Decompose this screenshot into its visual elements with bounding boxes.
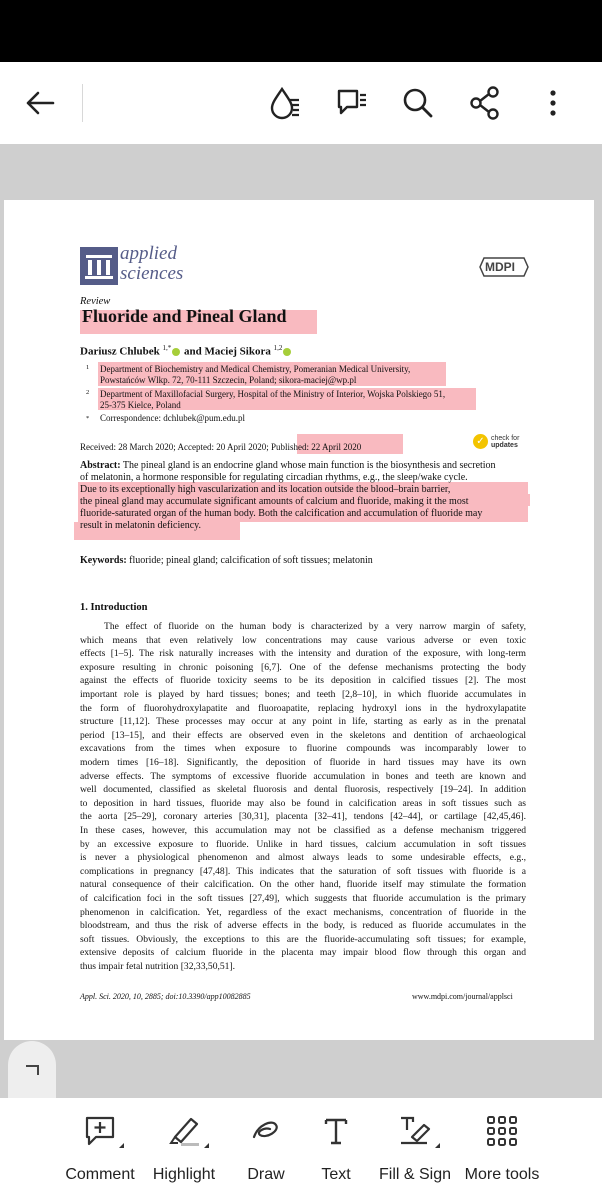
orcid-icon[interactable] [283, 348, 291, 356]
more-options-button[interactable] [531, 81, 575, 125]
paper-title: Fluoride and Pineal Gland [82, 306, 287, 326]
more-vertical-icon [549, 89, 557, 117]
affiliation-number: 2 [86, 389, 90, 396]
tool-label: Fill & Sign [378, 1166, 452, 1183]
journal-name-line2: sciences [120, 263, 184, 284]
author-1: Dariusz Chlubek [80, 345, 160, 358]
article-type: Review [80, 296, 111, 307]
comment-list-icon [335, 86, 369, 120]
affiliation-text: 25-375 Kielce, Poland [100, 400, 181, 410]
add-comment-icon [84, 1115, 116, 1147]
abstract-line: fluoride-saturated organ of the human body. Both the calcification and accumulation of fluoride may [80, 508, 483, 519]
body-text-line: thus impair fetal nutrition [32,33,50,51]. [80, 961, 236, 972]
body-text-line: modern times [16–18]. Significantly, the deposition of fluoride in hard tissues may have its own [80, 757, 526, 768]
tool-label: Text [321, 1166, 351, 1183]
check-updates-line2: updates [491, 441, 518, 449]
body-text-line: exposure resulting in chronic poisoning [6,7]. One of the defense mechanisms protecting the body [80, 661, 526, 673]
body-text-line: the aorta [25–29], coronary arteries [30,31], placenta [32–41], tendons [42–44], or cartilage [42,45,46]. [80, 811, 526, 823]
bottom-toolbar [0, 1098, 602, 1200]
body-text-line: adverse effects. The symptoms of excessive fluoride accumulation in bones and teeth are known and [80, 770, 526, 782]
status-bar [0, 0, 602, 62]
comments-list-button[interactable] [330, 81, 374, 125]
body-text-line: In these cases, however, this accumulation may not be classified as a defense mechanism triggered [80, 825, 526, 836]
tool-more-tools[interactable] [452, 1110, 552, 1190]
abstract-label: Abstract: [80, 460, 121, 471]
body-text-line: is never a physiological phenomenon and almost always leads to some undesirable effects, e.g., [80, 852, 526, 864]
dates-received: Received: 28 March 2020; Accepted: 20 April 2020; Pub [80, 442, 285, 452]
body-text-line: well documented, classified as skeletal fluorosis and dental fluorosis, respectively [19–24]. In addition [80, 784, 526, 796]
mdpi-logo [478, 255, 530, 279]
liquid-mode-button[interactable] [263, 81, 307, 125]
journal-name-line1: applied [120, 243, 177, 264]
arrow-left-icon [25, 91, 55, 115]
tool-label: More tools [464, 1166, 540, 1183]
body-text-line: phenomenon in calcification. Yet, regardless of the exact mechanisms, concentration of fluoride in the [80, 906, 526, 918]
document-viewer[interactable] [0, 144, 602, 1098]
orcid-icon[interactable] [172, 348, 180, 356]
body-text-line: extensive deposits of calcium fluoride in the placenta may impair blood flow through this organ and [80, 947, 526, 959]
body-text-line: against the effects of fluoride toxicity seems to be its deposition in calcified tissues [2]. The most [80, 675, 526, 687]
footer-url: www.mdpi.com/journal/applsci [412, 992, 513, 1001]
abstract-line: Due to its exceptionally high vascularization and its location outside the blood–brain barrier, [80, 484, 451, 495]
check-for-updates-badge[interactable] [473, 434, 519, 449]
body-text-line: complications in pregnancy [47,48]. This indicates that the saturation of soft tissues with fluoride is a [80, 865, 526, 877]
body-text-line: the form of fluorohydroxylapatite and fluoroapatite, replacing hydroxyl ions in the hydroxylapatite [80, 702, 526, 714]
authors [80, 344, 292, 358]
pdf-page[interactable] [4, 200, 594, 1040]
body-text-line: effects [1–5]. The risk naturally increases with the intensity and duration of the exposure, with long-term [80, 648, 526, 660]
check-updates-line1: check for [491, 434, 520, 442]
author-2-affiliation: 1,2 [273, 344, 283, 352]
body-text-line: to deposition in hard tissues, fluoride may also be found in calcification areas in soft tissues such as [80, 797, 526, 809]
grid-icon [486, 1115, 518, 1147]
search-icon [402, 87, 434, 119]
fill-sign-icon [398, 1115, 432, 1147]
body-text-line: natural consequence of their calcification. On the other hand, fluoride itself may stimulate the formation [80, 879, 526, 891]
footer-citation: Appl. Sci. 2020, 10, 2885; doi:10.3390/app10082885 [80, 992, 251, 1001]
text-icon [323, 1116, 349, 1146]
body-text-line: which means that even relatively low concentrations may cause various adverse or even toxic [80, 634, 526, 646]
body-text-line: bloodstream, and thus the risk of adverse effects in the body, is reduced as fluoride accumulates in the [80, 920, 526, 932]
affiliation-text: Powstańców Wlkp. 72, 70-111 Szczecin, Poland; sikora-maciej@wp.pl [100, 375, 357, 385]
journal-name [120, 244, 183, 284]
keywords [80, 555, 373, 566]
body-text-line: The effect of fluoride on the human body is characterized by a very narrow margin of safety, [104, 621, 526, 632]
back-button[interactable] [18, 81, 62, 125]
author-2: Maciej Sikora [204, 345, 271, 358]
abstract-line: result in melatonin deficiency. [80, 520, 201, 531]
body-text-line: of calcification foci in the soft tissues [27,49], which suggests that fluoride accumulation is the primary [80, 893, 526, 904]
publication-dates [80, 442, 361, 452]
abstract-text: The pineal gland is an endocrine gland whose main function is the biosynthesis and secretion [122, 460, 496, 471]
body-text-line: soft tissues. Obviously, the exceptions to this are the fluoride-accumulating soft tissues; for example, [80, 933, 526, 945]
share-button[interactable] [463, 81, 507, 125]
body-text-line: by an excessive exposure to fluoride. Unlike in hard tissues, calcium accumulation in soft tissues [80, 838, 526, 850]
correspondence-text: Correspondence: dchlubek@pum.edu.pl [100, 413, 246, 423]
keywords-text: fluoride; pineal gland; calcification of soft tissues; melatonin [129, 555, 373, 566]
highlighter-icon [167, 1115, 201, 1147]
liquid-mode-icon [268, 86, 302, 120]
affiliation-text: Department of Biochemistry and Medical Chemistry, Pomeranian Medical University, [100, 364, 411, 374]
affiliation-text: Department of Maxillofacial Surgery, Hospital of the Ministry of Interior, Wojska Polskiego 51, [100, 389, 446, 399]
dates-published: lished: 22 April 2020 [284, 442, 362, 452]
tool-label: Comment [65, 1166, 135, 1183]
publisher-logo-text: MDPI [485, 260, 515, 274]
author-1-affiliation: 1,* [162, 344, 172, 352]
body-text-line: important role is played by hard tissues; bones; and teeth [2,8–10], in which fluoride accumulates in [80, 689, 526, 700]
page-navigation-tab[interactable] [8, 1041, 56, 1098]
draw-icon [250, 1117, 282, 1145]
tool-fill-sign[interactable] [365, 1110, 465, 1190]
tool-label: Draw [247, 1166, 285, 1183]
abstract-line: the pineal gland may accumulate significant amounts of calcium and fluoride, making it the most [80, 496, 469, 507]
collapse-icon [23, 1063, 41, 1077]
search-button[interactable] [396, 81, 440, 125]
keywords-label: Keywords: [80, 555, 127, 566]
abstract-line: of melatonin, a hormone responsible for regulating circadian rhythms, e.g., the sleep/wake cycle. [80, 472, 468, 483]
toolbar-divider [82, 84, 83, 122]
and-text: and [184, 345, 202, 358]
journal-logo-icon [80, 247, 118, 285]
body-text-line: structure [11,12]. These processes may occur at any point in life, starting as early as in the prenatal [80, 716, 526, 728]
section-heading: 1. Introduction [80, 602, 148, 613]
abstract-line [80, 460, 522, 472]
affiliation-number: * [86, 415, 90, 422]
share-icon [469, 86, 501, 120]
top-toolbar [0, 62, 602, 144]
body-text-line: period [13–15], and their effects are observed even in the skeletons and dentition of archaeological [80, 729, 526, 741]
tool-label: Highlight [152, 1166, 216, 1183]
body-text-line: excavations from the times when exposure to fluorine compounds was incomparably lower to [80, 743, 526, 755]
affiliation-number: 1 [86, 364, 90, 371]
check-icon: ✓ [473, 434, 488, 449]
